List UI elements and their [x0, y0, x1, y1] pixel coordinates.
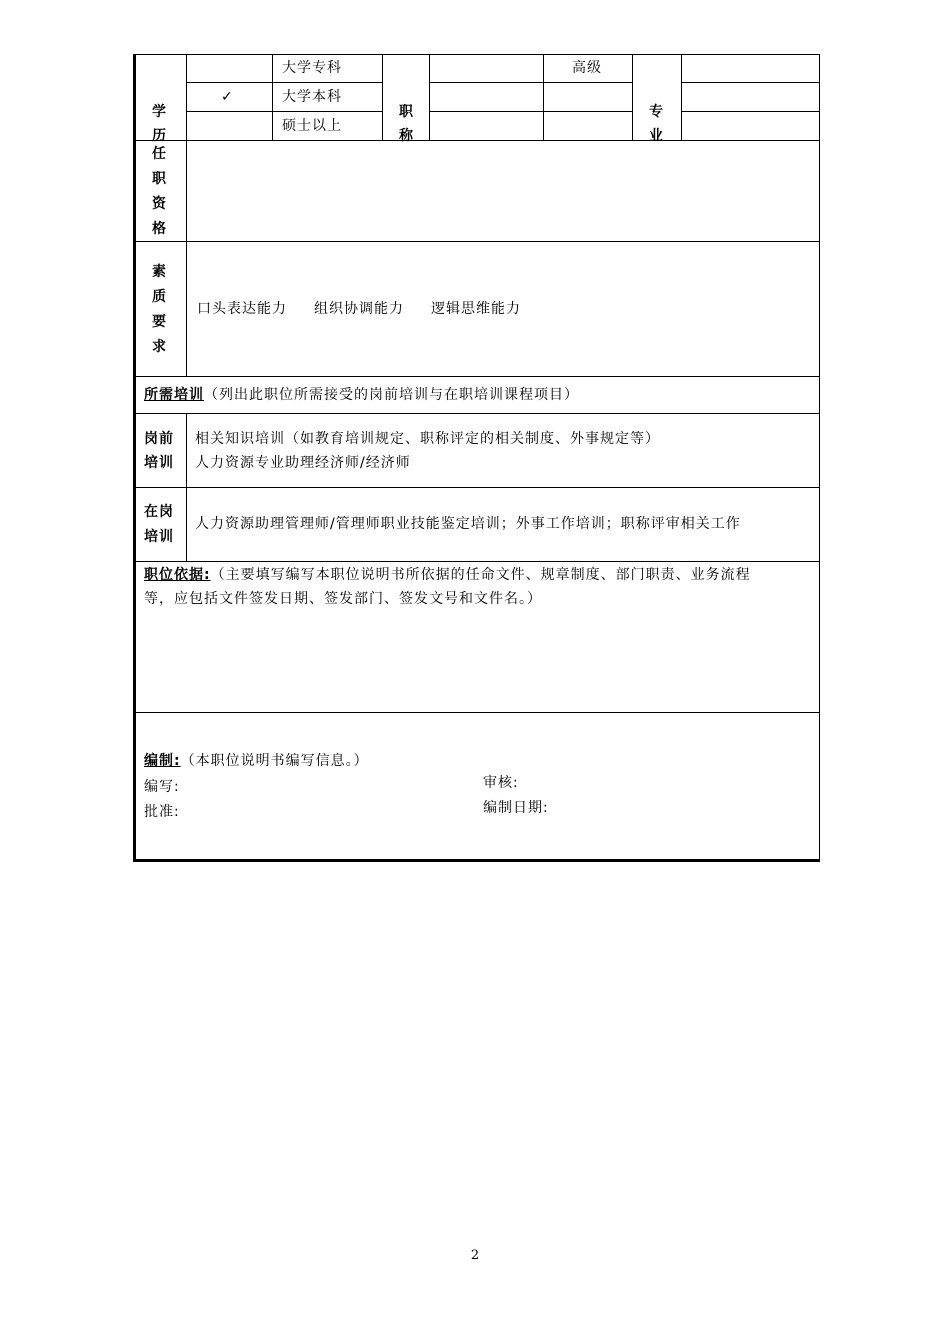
row-divider [429, 82, 632, 83]
on-job-line: 人力资源助理管理师/管理师职业技能鉴定培训；外事工作培训；职称评审相关工作 [195, 516, 741, 532]
title-grade-senior: 高级 [572, 60, 602, 76]
education-option-college: 大学专科 [282, 60, 342, 76]
compile-note: （本职位说明书编写信息。） [180, 753, 369, 769]
section-divider [133, 241, 820, 242]
quality-item: 组织协调能力 [314, 301, 404, 317]
pre-job-label: 培训 [144, 455, 174, 471]
column-divider [272, 54, 273, 140]
row-divider [186, 111, 382, 112]
label-char: 专 [649, 104, 663, 120]
quality-label [147, 260, 171, 360]
education-option-master: 硕士以上 [282, 118, 342, 134]
on-job-label: 在岗 [144, 504, 174, 520]
column-divider [186, 54, 187, 376]
qualification-label [147, 142, 171, 242]
label-char: 质 [152, 289, 166, 305]
label-char: 业 [649, 128, 663, 144]
compile-heading: 编制: [144, 753, 181, 769]
basis-heading: 职位依据: [144, 567, 211, 583]
column-divider [429, 54, 430, 140]
column-divider [186, 413, 187, 561]
compile-approver: 批准: [144, 804, 180, 820]
check-mark-icon: ✓ [221, 89, 234, 105]
on-job-label: 培训 [144, 529, 174, 545]
title-label [394, 100, 418, 148]
column-divider [681, 54, 682, 140]
training-header [144, 387, 579, 403]
pre-job-line: 相关知识培训（如教育培训规定、职称评定的相关制度、外事规定等） [195, 431, 660, 447]
compile-header [144, 753, 369, 769]
section-divider [133, 413, 820, 414]
education-option-bachelor: 大学本科 [282, 89, 342, 105]
label-char: 素 [152, 264, 166, 280]
education-label [147, 100, 171, 148]
pre-job-label: 岗前 [144, 431, 174, 447]
label-char: 称 [399, 128, 413, 144]
label-char: 历 [152, 128, 166, 144]
section-divider [133, 140, 820, 141]
basis-line-2: 等，应包括文件签发日期、签发部门、签发文号和文件名。） [144, 591, 542, 607]
training-note: （列出此职位所需接受的岗前培训与在职培训课程项目） [204, 387, 579, 403]
quality-item: 逻辑思维能力 [431, 301, 521, 317]
quality-item: 口头表达能力 [197, 301, 287, 317]
column-divider [543, 54, 544, 140]
label-char: 资 [152, 196, 166, 212]
label-char: 格 [152, 221, 166, 237]
column-divider [632, 54, 633, 140]
compile-date: 编制日期: [483, 800, 549, 816]
section-divider [133, 487, 820, 488]
row-divider [186, 82, 382, 83]
major-label [644, 100, 668, 148]
label-char: 任 [152, 146, 166, 162]
label-char: 职 [152, 171, 166, 187]
compile-writer: 编写: [144, 779, 180, 795]
section-divider [133, 561, 820, 562]
row-divider [681, 82, 820, 83]
section-divider [133, 712, 820, 713]
job-description-form [133, 54, 820, 862]
basis-line-1 [144, 567, 751, 583]
label-char: 职 [399, 104, 413, 120]
training-heading: 所需培训 [144, 387, 204, 403]
label-char: 求 [152, 339, 166, 355]
pre-job-line: 人力资源专业助理经济师/经济师 [195, 455, 411, 471]
column-divider [382, 54, 383, 140]
page-number: 2 [470, 1248, 480, 1263]
label-char: 要 [152, 314, 166, 330]
section-divider [133, 376, 820, 377]
label-char: 学 [152, 104, 166, 120]
compile-reviewer: 审核: [483, 775, 519, 791]
row-divider [429, 111, 632, 112]
row-divider [681, 111, 820, 112]
basis-note: （主要填写编写本职位说明书所依据的任命文件、规章制度、部门职责、业务流程 [210, 567, 751, 583]
